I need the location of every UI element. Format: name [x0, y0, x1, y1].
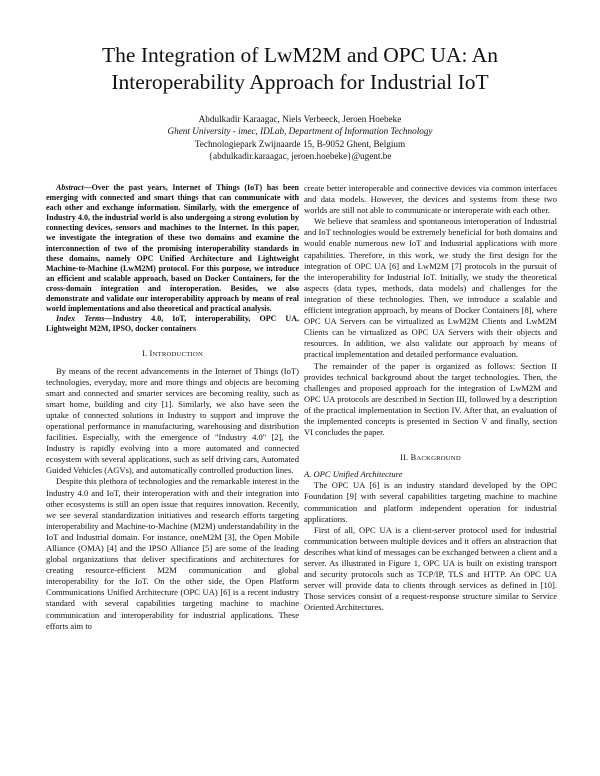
- abstract-label: Abstract: [56, 183, 84, 192]
- author-address: Technologiepark Zwijnaarde 15, B-9052 Ghent, Belgium: [194, 138, 406, 149]
- paragraph: We believe that seamless and spontaneous interoperation of Industrial and IoT technologies would be extremely beneficial for both domains and would enable numerous new IoT and Industrial applications with more capabilities. Therefore, in this work, we study the first design for the integration of OPC UA [6] and LwM2M [7] protocols in the pursuit of the interoperability for Industrial IoT. Initially, we study the theoretical aspects (data types, methods, data models) and challenges for the integration of these technologies. Then, we introduce a scalable and efficient integration approach, by means of Docker Containers [8], where OPC UA Servers can be virtualized as LwM2M Clients and LwM2M Clients can be virtualized as OPC UA Servers with their objects and resources. In addition, we also validate our approach by means of practical implementation and detailed performance evaluation.: [304, 216, 557, 360]
- author-affiliation: Ghent University - imec, IDLab, Department of Information Technology: [167, 126, 433, 137]
- abstract: [46, 183, 299, 314]
- paragraph: The OPC UA [6] is an industry standard developed by the OPC Foundation [9] with several capabilities targeting machine to machine communication and platform independent operation for industrial applications.: [304, 480, 557, 524]
- author-email: {abdulkadir.karaagac, jeroen.hoebeke}@ugent.be: [208, 150, 392, 161]
- paragraph: The remainder of the paper is organized as follows: Section II provides technical background about the target technologies. Then, the challenges and proposed approach for the integration of LwM2M and OPC UA protocols are described in Section III, followed by a description of the practical implementation in Section IV. After that, an evaluation of the implemented concepts is presented in Section V and finally, section VI concludes the paper.: [304, 360, 557, 438]
- section-heading-background: II. BACKGROUND: [400, 453, 461, 463]
- paragraph: First of all, OPC UA is a client-server protocol used for industrial communication between multiple devices and it offers an abstraction that describes what kind of messages can be exchanged between a client and a server. As illustrated in Figure 1, OPC UA is built on existing transport and security protocols such as TCP/IP, TLS and HTTP. An OPC UA server will provide data to clients through services as defined in [10]. Those services consist of a request-response structure similar to Service Oriented Architectures.: [304, 524, 557, 613]
- author-block: [40, 113, 560, 162]
- index-terms: [46, 314, 299, 334]
- author-names: Abdulkadir Karaagac, Niels Verbeeck, Jeroen Hoebeke: [198, 114, 402, 124]
- abstract-text: —Over the past years, Internet of Things (IoT) has been emerging with connected and smart things that can communicate with each other and exchange information. Similarly, with the emergence of Industry 4.0, the industrial world is also undergoing a strong evolution by connecting devices, sensors and machines to the Internet. In this paper, we investigate the integration of these two domains and examine the interconnection of two of the promising interoperability standards in these domains, namely OPC Unified Architecture and Lightweight Machine-to-Machine (LwM2M) protocol. For this purpose, we introduce an efficient and scalable approach, based on Docker Containers, for the cross-domain integration and interoperation. Besides, we also demonstrate and validate our interoperability approach by means of real world implementations and also theoretical and practical analysis.: [46, 183, 299, 314]
- left-column: [46, 183, 299, 632]
- index-terms-text: —Industry 4.0, IoT, interoperability, OPC UA, Lightweight M2M, IPSO, docker containers: [46, 314, 299, 334]
- index-terms-label: Index Terms: [56, 314, 105, 324]
- right-column: [304, 183, 557, 613]
- paragraph: Despite this plethora of technologies and the remarkable interest in the Industry 4.0 and IoT, their interoperation with and their integration into other ecosystems is still an open issue that requires innovation. Recently, we see several standardization initiatives and research efforts targeting interoperability and Machine-to-Machine (M2M) understandability in the IoT and Industrial domain. For instance, oneM2M [3], the Open Mobile Alliance (OMA) [4] and the IPSO Alliance [5] are some of the leading global organizations that deliver specifications and architectures for creating resource-efficient M2M communication and global interoperability for the IoT. On the other side, the Open Platform Communications Unified Architecture (OPC UA) [6] is a recent industry standard with several capabilities targeting machine to machine communication and interoperability for industrial applications. These efforts aim to: [46, 476, 299, 631]
- paragraph: create better interoperable and connective devices via common interfaces and data models. However, the devices and systems from these two worlds are still not able to communicate or interoperate with each other.: [304, 183, 557, 216]
- paragraph: By means of the recent advancements in the Internet of Things (IoT) technologies, everyday, more and more things and objects are becoming smart and connected and smarter services are becoming reality, such as smart home, building and city [1]. Similarly, we also have seen the uptake of connected solutions in Industry to support and improve the operational performance in manufacturing, warehousing and distribution facilities. Especially, with the emergence of "Industry 4.0" [2], the Industry is rapidly evolving into a more automated and connected ecosystem with several applications, such as self driving cars, Automated Guided Vehicles (AGVs), and automatically controlled production lines.: [46, 365, 299, 476]
- subsection-heading: A. OPC Unified Architecture: [304, 469, 403, 480]
- paper-title: The Integration of LwM2M and OPC UA: An Interoperability Approach for Industrial IoT: [102, 43, 498, 94]
- section-heading-introduction: I. INTRODUCTION: [142, 349, 203, 359]
